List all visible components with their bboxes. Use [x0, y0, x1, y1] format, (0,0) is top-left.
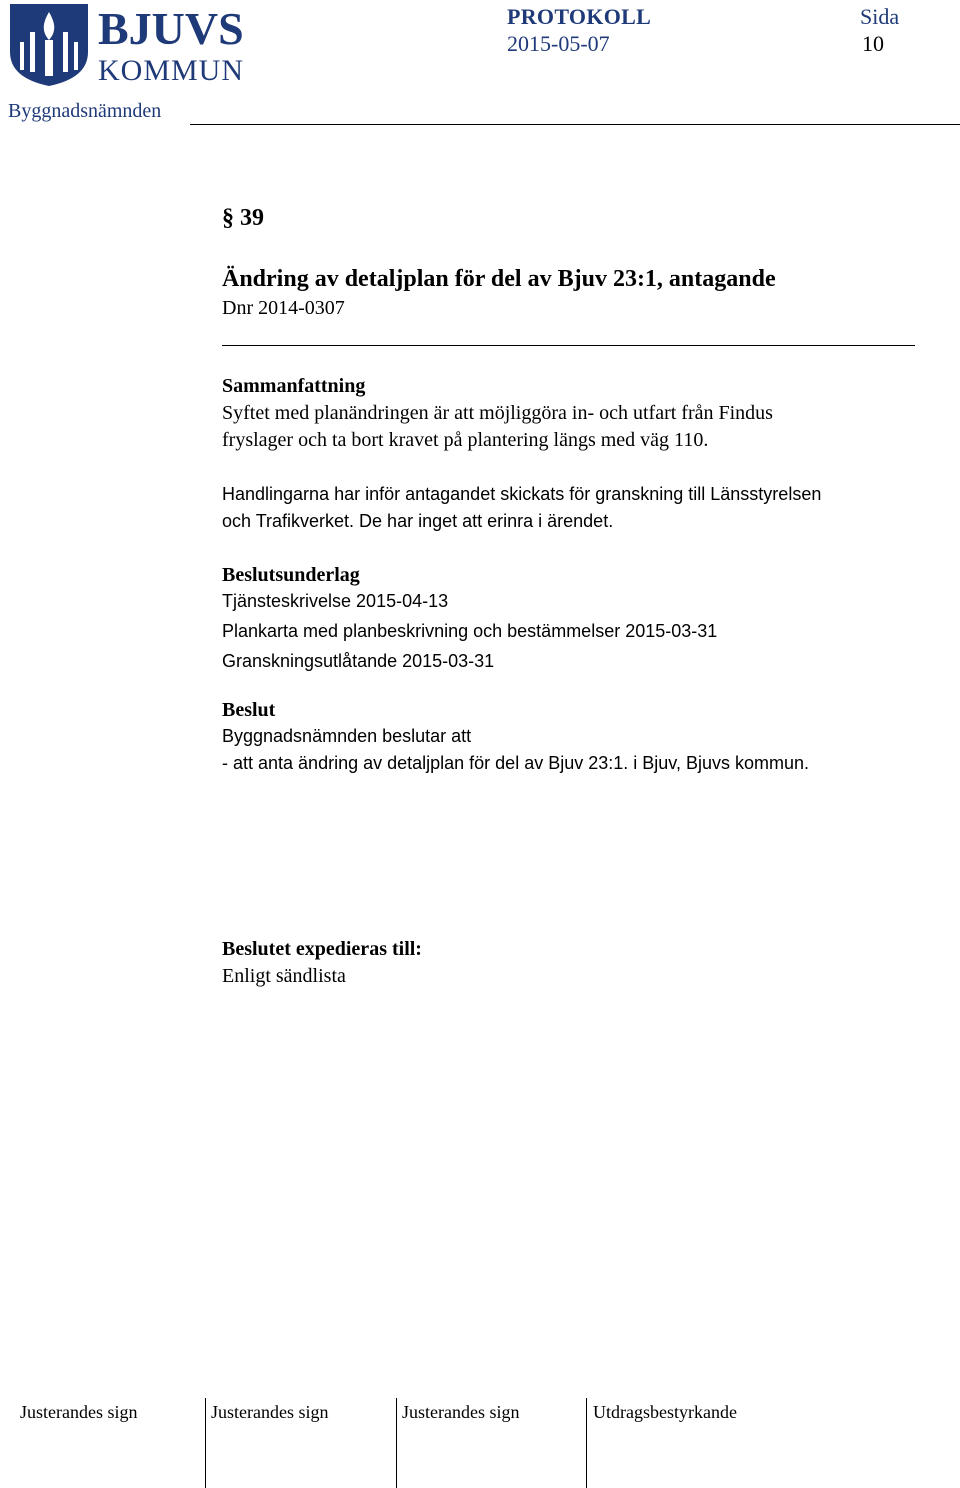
distribution-value: Enligt sändlista	[222, 965, 346, 987]
logo-text-line1: BJUVS	[98, 3, 244, 54]
signature-label: Justerandes sign	[402, 1402, 520, 1422]
header-divider	[190, 124, 960, 125]
decision-line: Byggnadsnämnden beslutar att	[222, 726, 472, 746]
torch-emblem-icon	[10, 4, 88, 86]
signature-divider	[396, 1398, 397, 1488]
summary-line: Syftet med planändringen är att möjliggöra in- och utfart från Findus	[222, 402, 773, 424]
basis-heading: Beslutsunderlag	[222, 564, 360, 586]
committee-name: Byggnadsnämnden	[8, 100, 162, 122]
summary-heading: Sammanfattning	[222, 375, 366, 397]
certification-label: Utdragsbestyrkande	[593, 1402, 737, 1422]
signature-label: Justerandes sign	[211, 1402, 329, 1422]
page-label: Sida	[860, 4, 900, 29]
distribution-heading: Beslutet expedieras till:	[222, 938, 422, 960]
item-title: Ändring av detaljplan för del av Bjuv 23:1, antagande	[222, 266, 776, 292]
page-number: 10	[862, 31, 884, 56]
document-type: PROTOKOLL	[507, 4, 652, 29]
summary-line: fryslager och ta bort kravet på plantering längs med väg 110.	[222, 429, 709, 451]
signature-label: Justerandes sign	[20, 1402, 138, 1422]
basis-item: Granskningsutlåtande 2015-03-31	[222, 651, 495, 671]
summary-paragraph-line: Handlingarna har inför antagandet skickats för granskning till Länsstyrelsen	[222, 484, 822, 504]
signature-divider	[586, 1398, 587, 1488]
document-date: 2015-05-07	[507, 31, 610, 56]
basis-item: Tjänsteskrivelse 2015-04-13	[222, 591, 449, 611]
title-divider	[222, 345, 915, 346]
decision-heading: Beslut	[222, 699, 276, 721]
bjuvs-kommun-logo	[8, 2, 248, 86]
decision-line: - att anta ändring av detaljplan för del av Bjuv 23:1. i Bjuv, Bjuvs kommun.	[222, 753, 809, 773]
case-number: Dnr 2014-0307	[222, 297, 345, 319]
logo-text-line2: KOMMUN	[98, 54, 245, 86]
paragraph-number: § 39	[222, 205, 264, 231]
signature-divider	[205, 1398, 206, 1488]
basis-item: Plankarta med planbeskrivning och bestämmelser 2015-03-31	[222, 621, 718, 641]
summary-paragraph-line: och Trafikverket. De har inget att erinra i ärendet.	[222, 511, 614, 531]
